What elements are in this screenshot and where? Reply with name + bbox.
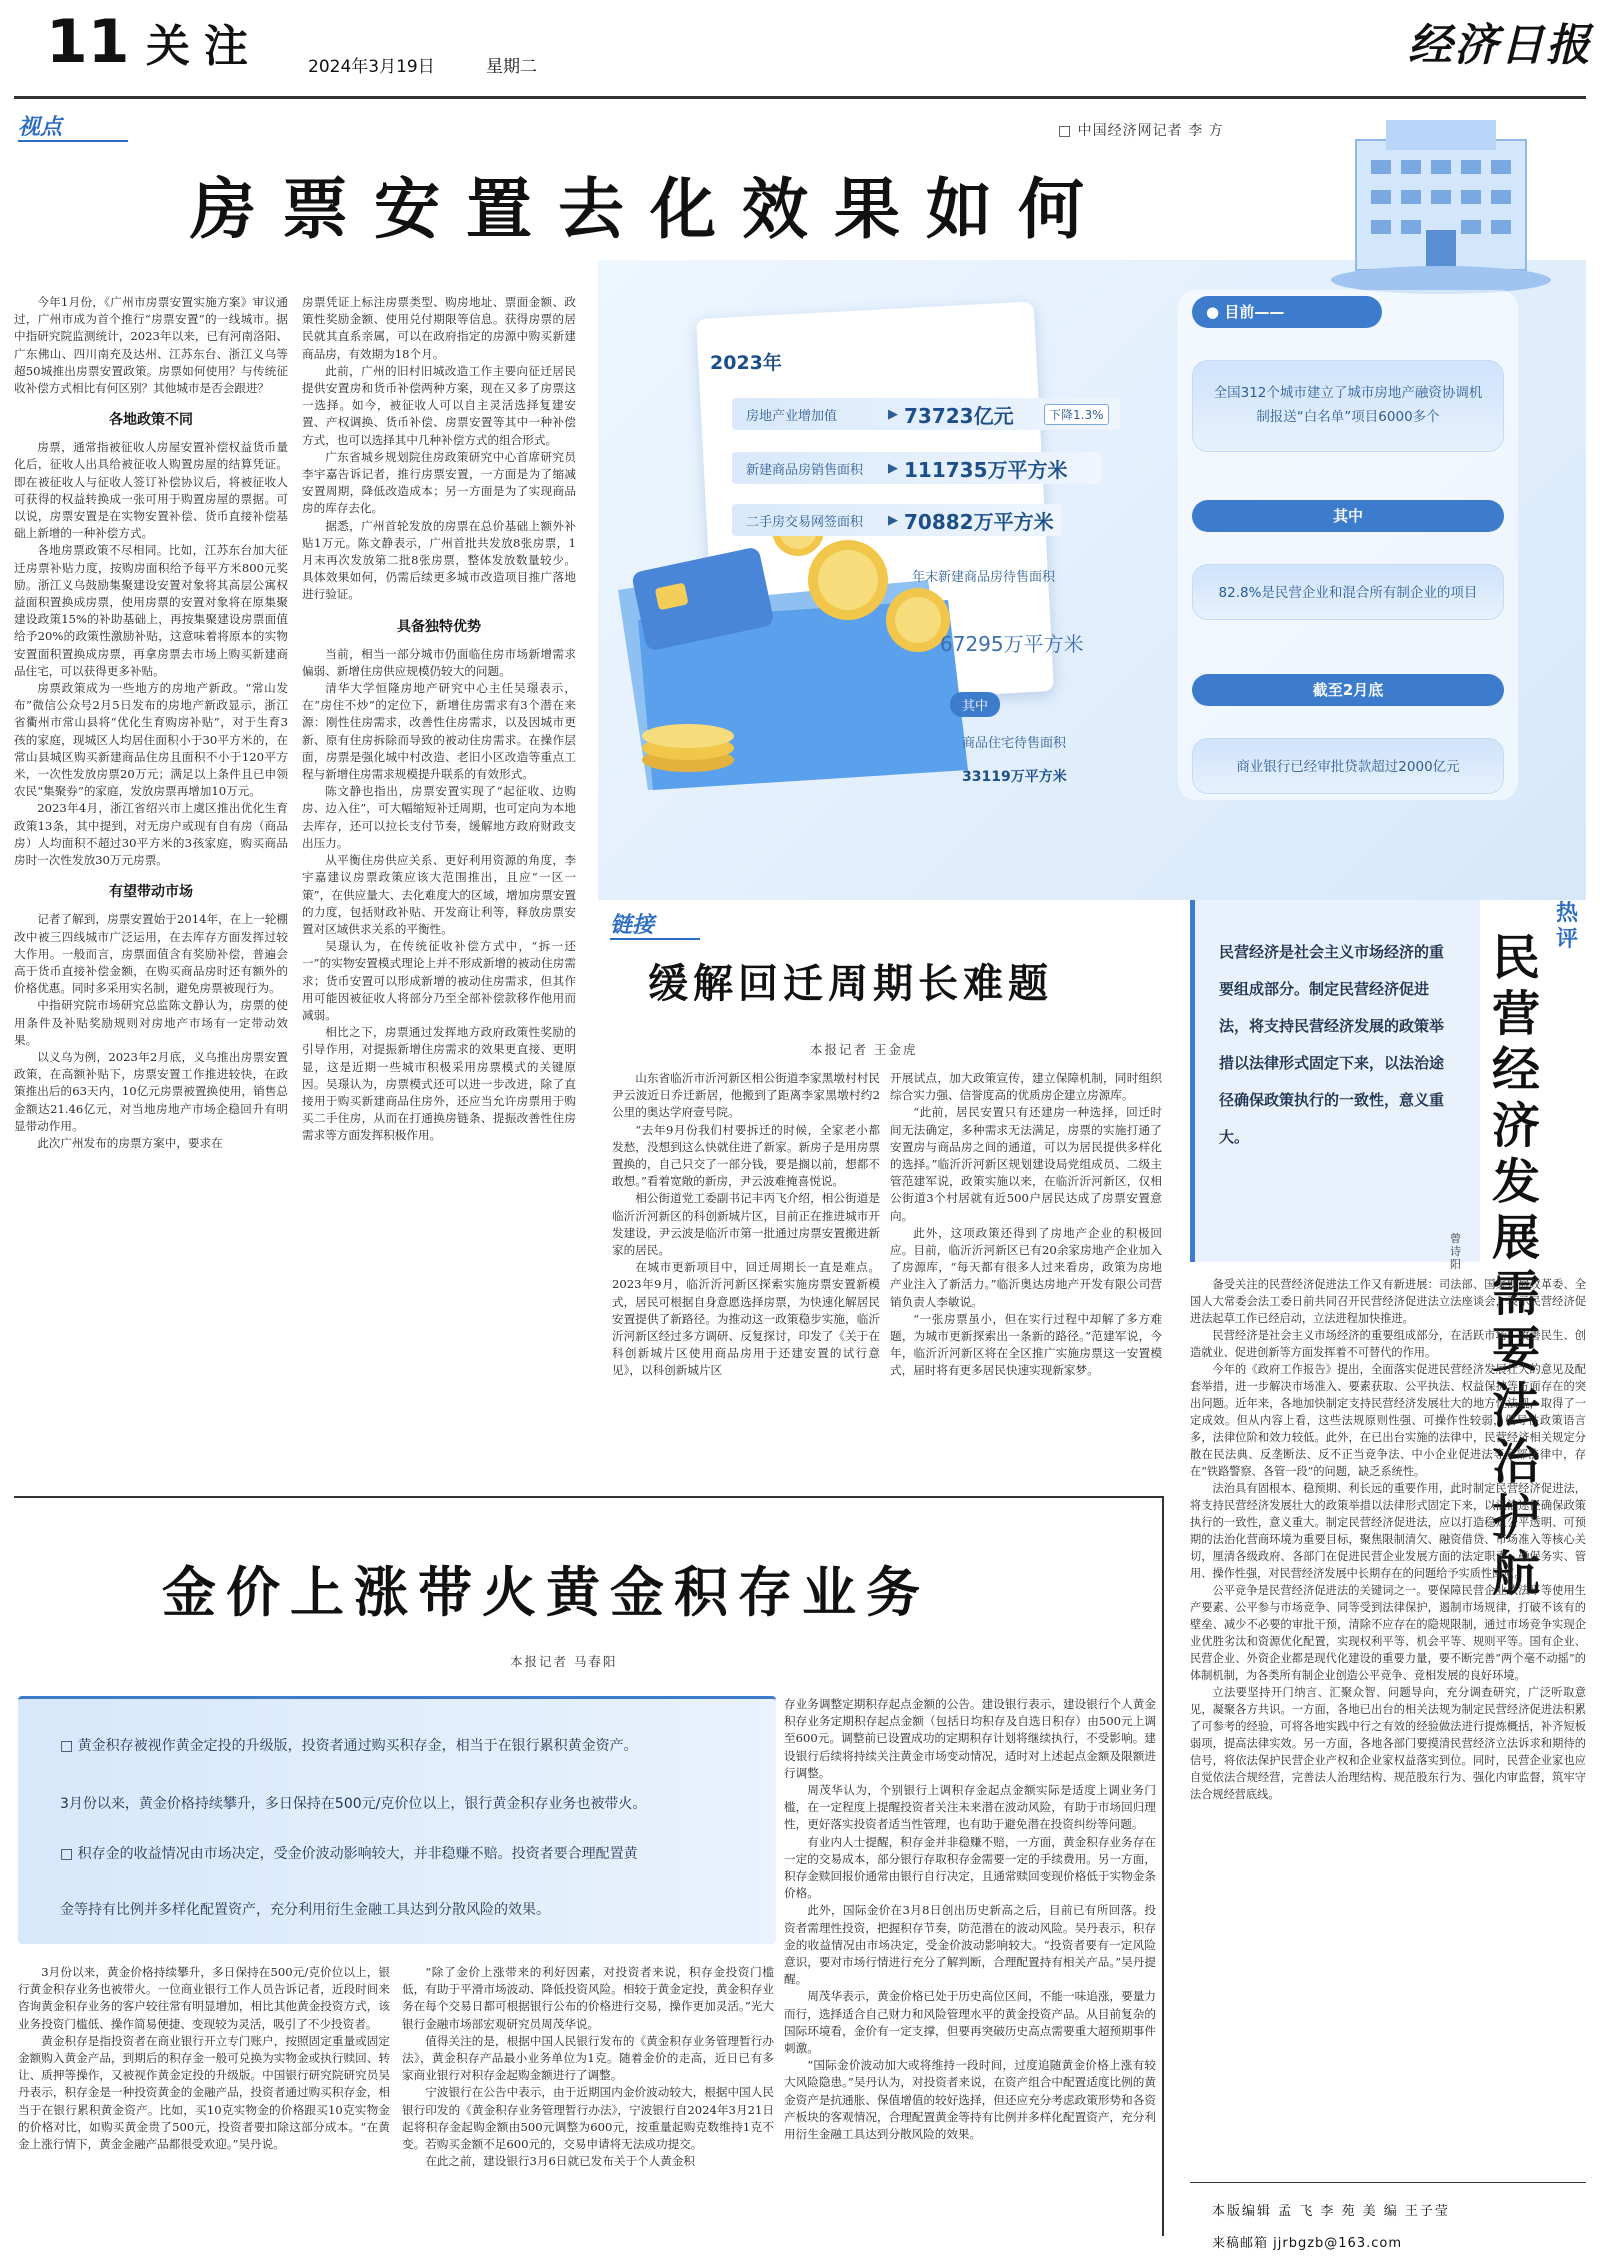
gold-column-2 <box>402 1964 774 2260</box>
viewpoint-column-2 <box>302 294 576 1476</box>
stat-note: 下降1.3% <box>1044 404 1109 425</box>
link-tag: 链接 <box>610 912 655 938</box>
masthead <box>0 0 1600 100</box>
year-end-label: 年末新建商品房待售面积 <box>912 570 1056 585</box>
paragraph: 房票政策成为一些地方的房地产新政。“常山发布”微信公众号2月5日发布的房地产新政显示，浙江省衢州市常山县将“优化生育购房补贴”，对于生育3孩的家庭，现城区人均居住面积小于30平方米的，在常山县城区购买新建商品住房且面积不小于120平方米，一次性发放房票20万元；满足以上条件且已申领农民“集聚券”的家庭，发放房票再增加10万元。 <box>14 681 288 799</box>
among-text: 82.8%是民营企业和混合所有制企业的项目 <box>1192 564 1504 620</box>
gold-summary-box <box>18 1696 776 1944</box>
paragraph: 值得关注的是，根据中国人民银行发布的《黄金积存业务管理暂行办法》，黄金积存产品最小业务单位为1克。随着金价的走高，近日已有多家商业银行对积存金起购金额进行了调整。 <box>402 2033 774 2083</box>
paragraph: 当前，相当一部分城市仍面临住房市场新增需求偏弱、新增住房供应规模仍较大的问题。 <box>302 646 576 678</box>
subheading: 有望带动市场 <box>109 884 193 901</box>
gold-column-1 <box>18 1964 390 2260</box>
gold-top-rule <box>14 1496 1162 1498</box>
residential-value: 33119万平方米 <box>962 769 1067 785</box>
paragraph: 从平衡住房供应关系、更好利用资源的角度，李宇嘉建议房票政策应该大范围推出，且应“一区一策”，在供应量大、去化难度大的区域，增加房票安置的力度，包括财政补贴、开发商让利等，释放房票安置对区域供求关系的平衡性。 <box>302 853 576 936</box>
page-number: 11 <box>46 7 130 77</box>
link-byline: 本报记者 王金虎 <box>810 1042 918 1057</box>
paragraph: 开展试点，加大政策宣传，建立保障机制，同时组织综合实力强、信誉度高的优质房企建立房源库。 <box>890 1071 1162 1103</box>
paragraph: 陈文静也指出，房票安置实现了“起征收、边购房、边入住”，可大幅缩短补迁周期，也可定向为本地去库存，还可以拉长支付节奏，缓解地方政府财政支出压力。 <box>302 784 576 850</box>
link-tag-rule <box>610 938 700 940</box>
paragraph: 备受关注的民营经济促进法工作又有新进展：司法部、国家发展改革委、全国人大常委会法工委日前共同召开民营经济促进法立法座谈会，表示民营经济促进法起草工作已经启动，立法进程加快推进。 <box>1190 1278 1586 1325</box>
summary-line: □ 黄金积存被视作黄金定投的升级版，投资者通过购买积存金，相当于在银行累积黄金资产。 <box>60 1738 638 1754</box>
footer-editors: 本版编辑 孟 飞 李 苑 美 编 王子莹 <box>1212 2204 1450 2219</box>
viewpoint-headline: 房票安置去化效果如何 <box>190 171 1110 248</box>
paragraph: 今年的《政府工作报告》提出，全面落实促进民营经济发展壮大的意见及配套举措，进一步解决市场准入、要素获取、公平执法、权益保护等方面存在的突出问题。近年来，各地加快制定支持民营经济发展壮大的地方性法规，取得了一定成效。但从内容上看，这些法规原则性强、可操作性较弱，倡导性政策语言多，法律位阶和效力较低。此外，在已出台实施的法律中，民营经济相关规定分散在民法典、反垄断法、反不正当竞争法、中小企业促进法等多部法律中，存在“铁路警察、各管一段”的问题，缺乏系统性。 <box>1190 1363 1586 1478</box>
paragraph: 民营经济是社会主义市场经济的重要组成部分，在活跃市场、改善民生、创造就业、促进创新等方面发挥着不可替代的作用。 <box>1190 1329 1586 1359</box>
building-icon <box>1326 100 1556 300</box>
paragraph: 此前，广州的旧村旧城改造工作主要向征迁居民提供安置房和货币补偿两种方案，现在又多了房票这一选择。如今，被征收人可以自主灵活选择复建安置、产权调换、货币补偿、房票安置等其中一种补偿方式，也可以选择其中几种补偿方式的组合形式。 <box>302 363 576 447</box>
of-which-badge: 其中 <box>950 692 1000 717</box>
paragraph: 此次广州发布的房票方案中，要求在 <box>37 1135 223 1150</box>
stat-label: 二手房交易网签面积 <box>746 514 864 530</box>
paragraph: 山东省临沂市沂河新区相公街道李家黑墩村村民尹云波近日乔迁新居，他搬到了距离李家黑墩村约2公里的奥达学府壹号院。 <box>612 1071 880 1120</box>
footer-rule <box>1190 2182 1586 2183</box>
gold-headline: 金价上涨带火黄金积存业务 <box>162 1561 930 1624</box>
paragraph: 相公街道党工委副书记丰丙飞介绍，相公街道是临沂沂河新区的科创新城片区，目前正在推进城市开发建设，尹云波是临沂市第一批通过房票安置搬进新家的居民。 <box>612 1191 880 1258</box>
paragraph: 宁波银行在公告中表示，由于近期国内金价波动较大，根据中国人民银行印发的《黄金积存业务管理暂行办法》，宁波银行自2024年3月21日起将积存金起购金额由500元调整为600元，按重量起购克数维持1克不变。若购买金额不足600元的，交易申请将无法成功提交。 <box>402 2085 774 2152</box>
stat-row <box>732 504 1062 536</box>
year-label: 2023年 <box>710 352 782 374</box>
feb-text: 商业银行已经审批贷款超过2000亿元 <box>1192 738 1504 794</box>
paragraph: 黄金积存是指投资者在商业银行开立专门账户，按照固定重量或固定金额购入黄金产品，到期后的积存金一般可兑换为实物金或执行赎回、转让、质押等操作，又被视作黄金定投的升级版。中国银行研究院研究员吴丹表示，积存金是一种投资黄金的金融产品，投资者通过购买积存金，相当于在银行累积黄金资产。比如，买10克实物金的价格跟买10克实物金的价格对比，如购买黄金贵了500元，投资者要扣除这部分成本。“在黄金上涨行情下，黄金金融产品都很受欢迎。”吴丹说。 <box>18 2033 390 2152</box>
link-headline: 缓解回迁周期长难题 <box>648 960 1053 1007</box>
paragraph: 立法要坚持开门纳言、汇聚众智、问题导向，充分调查研究，广泛听取意见，凝聚各方共识。一方面，各地已出台的相关法规为制定民营经济促进法积累了可参考的经验，可将各地实践中行之有效的经验做法进行提炼概括，补齐短板弱项，提高法律实效。另一方面，各地各部门要摸清民营经济立法诉求和期待的信号，将依法保护民营企业产权和企业家权益落实到位。同时，民营企业家也应自觉依法合规经营，完善法人治理结构、规范股东行为、强化内审监督，筑牢守法合规经营底线。 <box>1190 1686 1586 1801</box>
paragraph: “除了金价上涨带来的利好因素，对投资者来说，积存金投资门槛低，有助于平滑市场波动、降低投资风险。相较于黄金定投，黄金积存业务在每个交易日都可根据银行公布的价格进行交易，操作更加灵活。”光大银行金融市场部宏观研究员周茂华说。 <box>402 1965 774 2031</box>
issue-date: 2024年3月19日 <box>308 57 435 77</box>
footer-email: 来稿邮箱 jjrbgzb@163.com <box>1212 2236 1402 2251</box>
viewpoint-byline: □ 中国经济网记者 李 方 <box>1058 123 1224 139</box>
subheading: 各地政策不同 <box>109 412 193 429</box>
paragraph: 以义乌为例，2023年2月底，义乌推出房票安置政策，在高额补贴下，房票安置工作推进较快，在政策推出后的63天内，10亿元房票被置换使用，销售总金额达21.46亿元，对当地房地产市场企稳回升有明显带动作用。 <box>14 1049 288 1133</box>
gold-byline: 本报记者 马春阳 <box>510 1654 618 1669</box>
viewpoint-column-1 <box>14 294 288 1476</box>
summary-line: 3月份以来，黄金价格持续攀升，多日保持在500元/克价位以上，银行黄金积存业务也被带火。 <box>60 1796 647 1812</box>
paragraph: 3月份以来，黄金价格持续攀升，多日保持在500元/克价位以上，银行黄金积存业务也被带火。一位商业银行工作人员告诉记者，近段时间来咨询黄金积存业务的客户较往常有明显增加，相比其他黄金投资方式，该业务投资门槛低、操作简易便捷、变现较为灵活，吸引了不少投资者。 <box>18 1965 390 2031</box>
paragraph: 2023年4月，浙江省绍兴市上虞区推出优化生育政策13条，其中提到，对无房户或现有自有房（商品房）人均面积不超过30平方米的3孩家庭，购买商品房时一次性发放30万元房票。 <box>14 801 288 868</box>
paragraph: 存业务调整定期积存起点金额的公告。建设银行表示，建设银行个人黄金积存业务定期积存起点金额（包括日均积存及自选日积存）由500元上调至600元。调整前已设置成功的定期积存计划将继续执行，不受影响。建设银行后续将持续关注黄金市场变动情况，适时对上述起点金额及限额进行调整。 <box>784 1697 1156 1780</box>
stat-label: 房地产业增加值 <box>746 408 838 424</box>
subheading: 具备独特优势 <box>397 618 481 635</box>
paragraph: 此外，这项政策还得到了房地产企业的积极回应。目前，临沂沂河新区已有20余家房地产企业加入了房源库，“每天都有很多人过来看房，政策为房地产业注入了新活力。”临沂奥达房地产开发有限公司营销负责人李敏说。 <box>890 1225 1162 1309</box>
paragraph: 周茂华表示，黄金价格已处于历史高位区间，不能一味追涨，要量力而行，选择适合自己财力和风险管理水平的黄金投资产品。从目前复杂的国际环境看，金价有一定支撑，但要再突破历史高点需要重大超预期事件刺激。 <box>784 1989 1156 2056</box>
paragraph: 公平竞争是民营经济促进法的关键词之一。要保障民营企业依法平等使用生产要素、公平参与市场竞争、同等受到法律保护，遏制市场规律，打破不该有的壁垒、减少不必要的审批干预，清除不应存在的隐规限制，通过市场竞争实现企业优胜劣汰和资源优化配置，实现权利平等、机会平等、规则平等。国有企业、民营企业、外资企业都是现代化建设的重要力量，要不断完善“两个毫不动摇”的体制机制，为各类所有制企业创造公平竞争、竞相发展的良好环境。 <box>1190 1584 1586 1682</box>
paragraph: 中指研究院市场研究总监陈文静认为，房票的使用条件及补贴奖励规则对房地产市场有一定带动效果。 <box>14 998 288 1047</box>
paper-logo: 经济日报 <box>1408 20 1592 71</box>
now-label: ● 目前—— <box>1192 296 1382 328</box>
link-column-1 <box>612 1070 880 1486</box>
paragraph: 在城市更新项目中，回迁周期长一直是难点。2023年9月，临沂沂河新区探索实施房票安置新模式，居民可根据自身意愿选择房票，为快速化解居民安置提供了新路径。为推动这一政策稳步实施，临沂沂河新区经过多方调研、反复探讨，印发了《关于在科创新城片区使用商品房用于还建安置的试行意见》，以科创新城片区 <box>612 1260 880 1378</box>
stat-value: ▶ 70882万平方米 <box>888 509 1054 534</box>
gold-side-rule <box>1162 1496 1164 2236</box>
hot-author: 曾诗阳 <box>1450 1232 1461 1271</box>
paragraph: 清华大学恒隆房地产研究中心主任吴璟表示，在“房住不炒”的定位下，新增住房需求有3个潜在来源：刚性住房需求，改善性住房需求，以及因城市更新、原有住房拆除而导致的被动住房需求。在操作层面，房票是强化城中村改造、老旧小区改造等重点工程与新增住房需求规模提升联系的有效形式。 <box>302 681 576 782</box>
paragraph: 有业内人士提醒，积存金并非稳赚不赔，一方面，黄金积存业务存在一定的交易成本，部分银行存取积存金需要一定的手续费用。另一方面，积存金赎回报价通常由银行自行决定，且通常赎回变现价格低于实物金条价格。 <box>784 1834 1156 1901</box>
hot-lead: 民营经济是社会主义市场经济的重要组成部分。制定民营经济促进法，将支持民营经济发展的政策举措以法律形式固定下来，以法治途径确保政策执行的一致性，意义重大。 <box>1219 943 1445 1146</box>
paragraph: 法治具有固根本、稳预期、利长远的重要作用，此时制定民营经济促进法，将支持民营经济发展壮大的政策举措以法律形式固定下来，以法治途径确保政策执行的一致性，意义重大。制定民营经济促进法，应以打造稳定公平透明、可预期的法治化营商环境为重要目标，聚焦限制清欠、融资借贷、市场准入等核心关切，厘清各级政府、各部门在促进民营企业发展方面的法定职责，确保务实、管用、操作性强，对民营经济发展中长期存在的问题给予实质性回应。 <box>1190 1482 1586 1580</box>
paragraph: 周茂华认为，个别银行上调积存金起点金额实际是适度上调业务门槛，在一定程度上提醒投资者关注未来潜在波动风险，有助于市场回归理性，更好落实投资者适当性管理，也有助于避免潜在投资纠纷等问题。 <box>784 1783 1156 1832</box>
paragraph: “一张房票虽小，但在实行过程中却解了多方难题，为城市更新探索出一条新的路径。”范建军说，今年，临沂沂河新区将在全区推广实施房票这一安置模式，届时将有更多居民快速实现新家梦。 <box>890 1311 1162 1378</box>
paragraph: 相比之下，房票通过发挥地方政府政策性奖励的引导作用，对提振新增住房需求的效果更直接、更明显，这是近期一些城市积极采用房票模式的关键原因。吴璟认为，房票模式还可以进一步改进，除了直接用于购买新建商品住房外，还应当允许房票用于购买二手住房，从而在打通换房链条、提振改善性住房需求等方面发挥积极作用。 <box>302 1025 576 1143</box>
gold-column-3 <box>784 1696 1156 2260</box>
among-label: 其中 <box>1192 500 1504 532</box>
paragraph: 房票，通常指被征收人房屋安置补偿权益货币量化后，征收人出具给被征收人购置房屋的结算凭证。即在被征收人与征收人签订补偿协议后，将被征收人可获得的权益转换成一张可用于购置房屋的票据。可以说，房票安置是在实物安置补偿、货币直接补偿基础上新增的一种补偿方式。 <box>14 440 288 541</box>
now-text: 全国312个城市建立了城市房地产融资协调机制报送“白名单”项目6000多个 <box>1192 360 1504 452</box>
summary-line: □ 积存金的收益情况由市场决定，受金价波动影响较大，并非稳赚不赔。投资者要合理配置黄 <box>60 1846 638 1862</box>
now-dot-icon: ● <box>1206 303 1225 321</box>
link-column-2 <box>890 1070 1162 1486</box>
paragraph: “此前，居民安置只有还建房一种选择，回迁时间无法确定，多种需求无法满足，房票的实施打通了安置房与商品房之间的通道，可以为居民提供多样化的选择。”临沂沂河新区规划建设局党组成员、二级主管范建军说，政策实施以来，在临沂沂河新区，仅相公街道3个村居就有近500户居民达成了房票安置意向。 <box>890 1105 1162 1223</box>
residential-label: 商品住宅待售面积 <box>962 736 1067 751</box>
hot-headline: 民营经济发展需要法治护航 <box>1491 930 1540 1602</box>
stat-row <box>732 398 1120 430</box>
viewpoint-tag: 视点 <box>18 114 63 140</box>
hot-lead-box <box>1190 900 1480 1262</box>
paragraph: 记者了解到，房票安置始于2014年，在上一轮棚改中被三四线城市广泛运用，在去库存方面发挥过较大作用。一般而言，房票面值含有奖励补偿，普遍会高于货币直接补偿金额，在购买商品房时还有额外的价格优惠。同时多采用实名制，避免房票被现行为。 <box>14 912 288 996</box>
paragraph: 此外，国际金价在3月8日创出历史新高之后，目前已有所回落。投资者需理性投资，把握积存节奏，防范潜在的波动风险。吴丹表示，积存金的收益情况由市场决定，受金价波动影响较大。“投资者要有一定风险意识，要对市场行情进行充分了解判断，合理配置持有相关产品。”吴丹提醒。 <box>784 1903 1156 1987</box>
hot-body <box>1190 1276 1586 2170</box>
paragraph: 房票凭证上标注房票类型、购房地址、票面金额、政策性奖励金额、使用兑付期限等信息。获得房票的居民就其直系亲属，可以在政府指定的房源中购买新建商品房，有效期为18个月。 <box>302 295 576 361</box>
masthead-rule <box>14 96 1586 99</box>
paragraph: 在此之前，建设银行3月6日就已发布关于个人黄金积 <box>425 2154 696 2169</box>
paragraph: 吴璟认为，在传统征收补偿方式中，“拆一还一”的实物安置模式理论上并不形成新增的被动住房需求；货币安置可以形成新增的被动住房需求，但其作用可能因被征收人将部分乃至全部补偿款移作他用而减弱。 <box>302 939 576 1022</box>
section-title: 关注 <box>146 21 262 72</box>
viewpoint-tag-rule <box>18 140 128 142</box>
stat-value: ▶ 111735万平方米 <box>888 457 1068 482</box>
paragraph: “国际金价波动加大或将维持一段时间，过度追随黄金价格上涨有较大风险隐患。”吴丹认为，对投资者来说，在资产组合中配置适度比例的黄金资产是抗通胀、保值增值的较好选择，但还应充分考虑政策形势和各资产板块的客观情况，合理配置黄金等持有比例并多样化配置资产，充分利用衍生金融工具达到分散风险的效果。 <box>784 2058 1156 2142</box>
paragraph: “去年9月份我们村要拆迁的时候，全家老小都发愁，没想到这么快就住进了新家。新房子是用房票置换的，自己只交了一部分钱，要是搁以前，想都不敢想。”看着宽敞的新房，尹云波难掩喜悦说。 <box>612 1122 880 1189</box>
paragraph: 广东省城乡规划院住房政策研究中心首席研究员李宇嘉告诉记者，推行房票安置，一方面是为了缩减安置周期，降低改造成本；另一方面是为了实现商品房的库存去化。 <box>302 449 576 516</box>
stat-value: ▶ 73723亿元 <box>888 403 1014 428</box>
feb-label: 截至2月底 <box>1192 674 1504 706</box>
year-end-value: 67295万平方米 <box>940 632 1084 656</box>
article-intro: 今年1月份，《广州市房票安置实施方案》审议通过，广州市成为首个推行“房票安置”的一线城市。据中指研究院监测统计，2023年以来，已有河南洛阳、广东佛山、四川南充及达州、江苏东台、浙江义乌等超50城推出房票安置政策。房票如何使用？与传统征收补偿方式相比有何区别？其他城市是否会跟进？ <box>14 295 288 396</box>
stat-row <box>732 452 1102 484</box>
paragraph: 各地房票政策不尽相同。比如，江苏东台加大征迁房票补贴力度，按购房面积给予每平方米800元奖励。浙江义乌鼓励集聚建设安置对象将其高层公寓权益面积置换成房票，使用房票的安置对象将在原集聚建设政策15%的补助基础上，再按集聚建设房票面值给予20%的政策性激励补贴，这意味着将原本的实物安置面积置换成房票，再拿房票去市场上购买新建商品住宅，可以获得更多补贴。 <box>14 543 288 678</box>
issue-weekday: 星期二 <box>486 57 537 77</box>
hot-tag: 热评 <box>1555 900 1578 952</box>
stat-label: 新建商品房销售面积 <box>746 462 864 478</box>
summary-line: 金等持有比例并多样化配置资产，充分利用衍生金融工具达到分散风险的效果。 <box>60 1902 550 1918</box>
paragraph: 据悉，广州首轮发放的房票在总价基础上额外补贴1万元。陈文静表示，广州首批共发放8张房票，1月末再次发放第二批8张房票，整体发放数量较少。具体效果如何，仍需后续更多城市改造项目推广落地进行验证。 <box>302 518 576 602</box>
